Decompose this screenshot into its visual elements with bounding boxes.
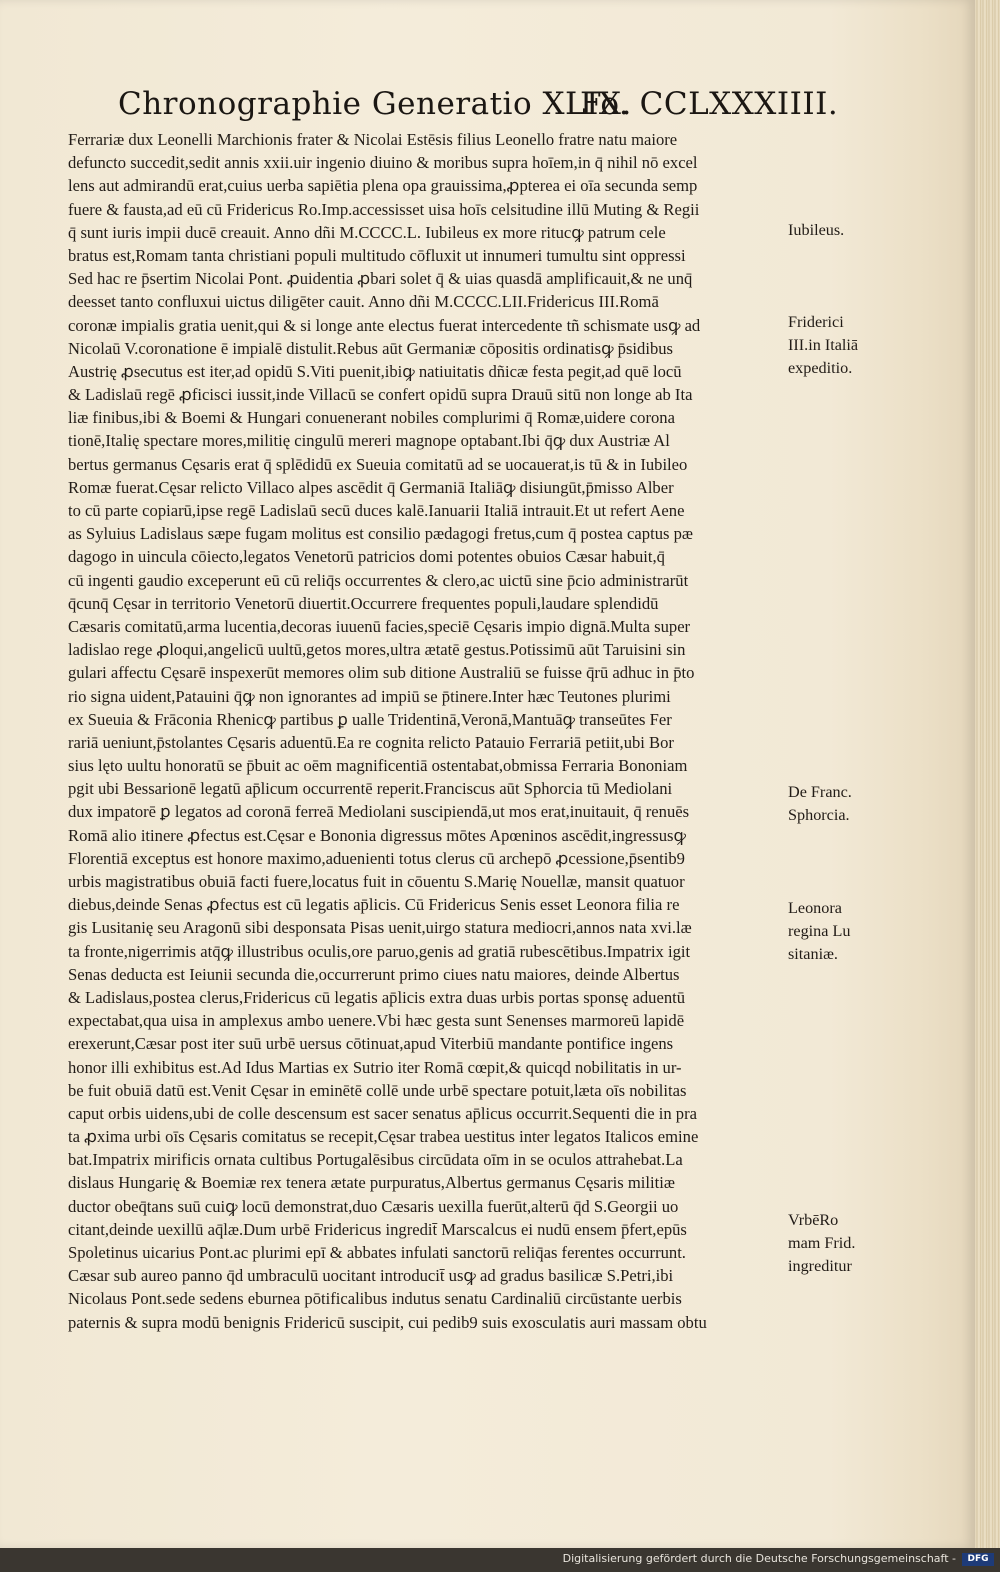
text-line: Romæ fuerat.Cęsar relicto Villaco alpes ascēdit q̄ Germaniā Italiāꝙ disiungūt,p̄misso Alber bbox=[68, 477, 674, 497]
marginal-note-line: mam Frid. bbox=[788, 1234, 856, 1252]
text-line: ta ꝓxima urbi oīs Cęsaris comitatus se recepit,Cęsar trabea uestitus inter legatos Italicos emine bbox=[68, 1127, 699, 1147]
folio-number: Fo. CCLXXXIIII. bbox=[580, 86, 839, 122]
text-line: Romā alio itinere ꝓfectus est.Cęsar e Bononia digressus mōtes Apœninos ascēdit,ingressusꝙ bbox=[68, 825, 686, 845]
marginal-note-line: expeditio. bbox=[788, 359, 853, 377]
marginal-note-sforza bbox=[788, 781, 888, 827]
text-line: bratus est,Romam tanta christiani populi multitudo cōfluxit ut innumeri tumultu sint oppressi bbox=[68, 245, 686, 265]
text-line: ex Sueuia & Frāconia Rhenicꝙ partibus ꝑ ualle Tridentinā,Veronā,Mantuāꝙ transeūtes Fer bbox=[68, 709, 672, 729]
text-line: be fuit obuiā datū est.Venit Cęsar in eminētē collē unde urbē spectare potuit,læta oīs nobilitas bbox=[68, 1080, 687, 1100]
text-line: caput orbis uidens,ubi de colle descensum est sacer senatus ap̄licus occurrit.Sequenti die in pra bbox=[68, 1103, 697, 1123]
marginal-note-line: Leonora bbox=[788, 899, 842, 917]
text-line: Florentiā exceptus est honore maximo,aduenienti totus clerus cū archepō ꝓcessione,p̄sentib9 bbox=[68, 848, 685, 868]
text-line: erexerunt,Cæsar post iter suū urbē uersus cōtinuat,apud Viterbiū mandante pontifice ingens bbox=[68, 1034, 674, 1054]
text-line: deesset tanto confluxui uictus diligēter cauit. Anno dñi M.CCCC.LII.Fridericus III.Romā bbox=[68, 292, 659, 312]
text-line: diebus,deinde Senas ꝓfectus est cū legatis ap̄licis. Cū Fridericus Senis esset Leonora filia re bbox=[68, 895, 680, 915]
text-line: paternis & supra modū benignis Fridericū suscipit, cui pedib9 suis exosculatis auri massam obtu bbox=[68, 1312, 707, 1332]
text-line: Sed hac re p̄sertim Nicolai Pont. ꝓuidentia ꝓbari solet q̄ & uias quasdā amplificauit,& ne unq̄ bbox=[68, 269, 693, 289]
marginal-note-line: Friderici bbox=[788, 313, 844, 331]
text-line: honor illi exhibitus est.Ad Idus Martias ex Sutrio iter Romā cœpit,& quicqd nobilitatis in ur- bbox=[68, 1057, 682, 1077]
text-line: bat.Impatrix mirificis ornata cultibus Portugalēsibus circūdata oīm in se oculos attrahebat.La bbox=[68, 1150, 683, 1170]
text-line: Austrię ꝓsecutus est iter,ad opidū S.Viti puenit,ibiꝙ natiuitatis dñicæ festa pegit,ad quē locū bbox=[68, 361, 682, 381]
text-line: q̄ sunt iuris impii ducē creauit. Anno dñi M.CCCC.L. Iubileus ex more ritucꝙ patrum cele bbox=[68, 222, 666, 242]
text-line: liæ finibus,ibi & Boemi & Hungari conuenerant nobiles complurimi q̄ Romæ,uidere corona bbox=[68, 408, 675, 428]
text-line: sius lęto uultu honoratū se p̄buit ac oēm magnificentiā ostentabat,obmissa Ferraria Bononiam bbox=[68, 756, 688, 776]
marginal-note-line: sitaniæ. bbox=[788, 945, 838, 963]
marginal-note-line: Iubileus. bbox=[788, 221, 845, 239]
text-line: coronæ impialis gratia uenit,qui & si longe ante electus fuerat intercedente tñ schismate usꝙ ad bbox=[68, 315, 701, 335]
text-line: Nicolaū V.coronatione ē impialē distulit.Rebus aūt Germaniæ cōpositis ordinatisꝙ p̄sidibus bbox=[68, 338, 673, 358]
text-line: & Ladislaus,postea clerus,Fridericus cū legatis ap̄licis extra duas urbis portas sponsę aduentū bbox=[68, 987, 686, 1007]
marginal-note-line: De Franc. bbox=[788, 783, 852, 801]
text-line: Cæsaris comitatū,arma lucentia,decoras iuuenū facies,speciē Cęsaris impio dignā.Multa super bbox=[68, 616, 691, 636]
text-line: bertus germanus Cęsaris erat q̄ splēdidū ex Sueuia comitatū ad se uocauerat,is tū & in Iubileo bbox=[68, 454, 688, 474]
text-line: Senas deducta est Ieiunii secunda die,occurrerunt primo ciues natu maiores, deinde Albertus bbox=[68, 964, 680, 984]
marginal-note-jubilee bbox=[788, 219, 888, 242]
marginal-note-line: VrbēRo bbox=[788, 1211, 839, 1229]
marginal-note-line: Sphorcia. bbox=[788, 806, 850, 824]
marginal-note-line: regina Lu bbox=[788, 922, 851, 940]
text-line: Spoletinus uicarius Pont.ac plurimi epī & abbates infulati sanctorū reliq̄as ferentes occurrunt. bbox=[68, 1243, 686, 1262]
text-line: Ferrariæ dux Leonelli Marchionis frater & Nicolai Estēsis filius Leonello fratre natu maiore bbox=[68, 130, 678, 149]
marginal-note-line: ingreditur bbox=[788, 1257, 852, 1275]
text-line: dagogo in uincula cōiecto,legatos Venetorū patricios domi potentes obuios Cæsar habuit,q̄ bbox=[68, 547, 665, 567]
text-line: to cū parte copiarū,ipse regē Ladislaū secū duces kalē.Ianuarii Italiā intrauit.Et ut refert Aene bbox=[68, 501, 685, 520]
text-line: rio signa uident,Patauini q̄ꝙ non ignorantes ad impiū se p̄tinere.Inter hæc Teutones plurimi bbox=[68, 686, 671, 706]
text-line: lens aut admirandū erat,cuius uerba sapiētia plena opa grauissima,ꝓpterea ei oīa secunda semp bbox=[68, 176, 698, 196]
text-line: cū ingenti gaudio exceperunt eū cū reliq̄s occurrentes & clero,ac uictū sine p̄cio administrarūt bbox=[68, 570, 689, 590]
text-line: ladislao rege ꝓloqui,angelicū uultū,getos mores,ultra ætatē gestus.Potissimū aūt Taruisini sin bbox=[68, 640, 686, 660]
page-edge bbox=[975, 0, 1000, 1548]
text-line: pgit ubi Bessarionē legatū ap̄licum occurrentē reperit.Franciscus aūt Sphorcia tū Mediolani bbox=[68, 779, 673, 799]
text-line: defuncto succedit,sedit annis xxii.uir ingenio diuino & moribus supra hoīem,in q̄ nihil nō excel bbox=[68, 153, 698, 173]
funding-credit: Digitalisierung gefördert durch die Deutsche Forschungsgemeinschaft - bbox=[562, 1552, 956, 1565]
text-line: as Syluius Ladislaus sæpe fugam molitus est consilio pædagogi fretus,cum q̄ postea captus pæ bbox=[68, 524, 693, 544]
footer-bar bbox=[0, 1548, 1000, 1572]
marginal-note-line: III.in Italiā bbox=[788, 336, 859, 354]
main-text-column bbox=[68, 128, 784, 1334]
marginal-note-leonora bbox=[788, 897, 888, 966]
text-line: ductor obeq̄tans suū cuiꝙ locū demonstrat,duo Cæsaris uexilla fuerūt,alterū q̄d S.Georgii uo bbox=[68, 1196, 679, 1216]
running-title: Chronographie Generatio XLIX. bbox=[118, 86, 632, 122]
text-line: dux impatorē ꝑ legatos ad coronā ferreā Mediolani suscipiendā,ut mos erat,inuitauit, q̄ renuēs bbox=[68, 802, 690, 822]
text-line: q̄cunq̄ Cęsar in territorio Venetorū diuertit.Occurrere frequentes populi,laudare splendidū bbox=[68, 593, 659, 613]
dfg-logo: DFG bbox=[962, 1553, 994, 1566]
text-line: tionē,Italię spectare mores,militię cingulū mereri magnope optabant.Ibi q̄ꝙ dux Austriæ Al bbox=[68, 431, 670, 451]
text-line: rariā ueniunt,p̄stolantes Cęsaris aduentū.Ea re cognita relicto Patauio Ferrariā petiit,ubi Bor bbox=[68, 732, 674, 752]
text-line: urbis magistratibus obuiā facti fuere,locatus fuit in cōuentu S.Marię Nouellæ, mansit quatuor bbox=[68, 872, 685, 891]
text-line: expectabat,qua uisa in amplexus ambo uenere.Vbi hæc gesta sunt Senenses marmoreū lapidē bbox=[68, 1011, 685, 1031]
text-line: fuere & fausta,ad eū cū Fridericus Ro.Imp.accessisset uisa hoīs celsitudine illū Muting & Regii bbox=[68, 199, 700, 219]
text-line: ta fronte,nigerrimis atq̄ꝙ illustribus oculis,ore paruo,genis ad gratiā rubescētibus.Impatrix igit bbox=[68, 941, 691, 961]
text-line: gis Lusitanię seu Aragonū sibi desponsata Pisas uenit,uirgo statura mediocri,annos nata xvi.læ bbox=[68, 918, 692, 938]
text-line: Nicolaus Pont.sede sedens eburnea pōtificalibus indutus senatu Cardinaliū circūstante uerbis bbox=[68, 1289, 682, 1309]
text-line: dislaus Hungarię & Boemiæ rex tenera ætate purpuratus,Albertus germanus Cęsaris militiæ bbox=[68, 1173, 675, 1193]
text-line: Cæsar sub aureo panno q̄d umbraculū uocitant introducit̄ usꝙ ad gradus basilicæ S.Petri,ibi bbox=[68, 1266, 674, 1286]
marginal-note-frederick-expedition bbox=[788, 311, 888, 380]
text-line: & Ladislaū regē ꝓficisci iussit,inde Villacū se confert opidū supra Drauū sitū non longe ab Ita bbox=[68, 385, 693, 405]
text-line: gulari affectu Cęsarē inspexerūt memores olim sub ditione Australiū se fuisse q̄rū adhuc in p̄to bbox=[68, 663, 695, 683]
marginal-note-rome-entry bbox=[788, 1209, 888, 1278]
running-header bbox=[118, 86, 838, 130]
text-line: citant,deinde uexillū aq̄læ.Dum urbē Fridericus ingredit̄ Marscalcus ei nudū ensem p̄fert,epūs bbox=[68, 1219, 687, 1239]
